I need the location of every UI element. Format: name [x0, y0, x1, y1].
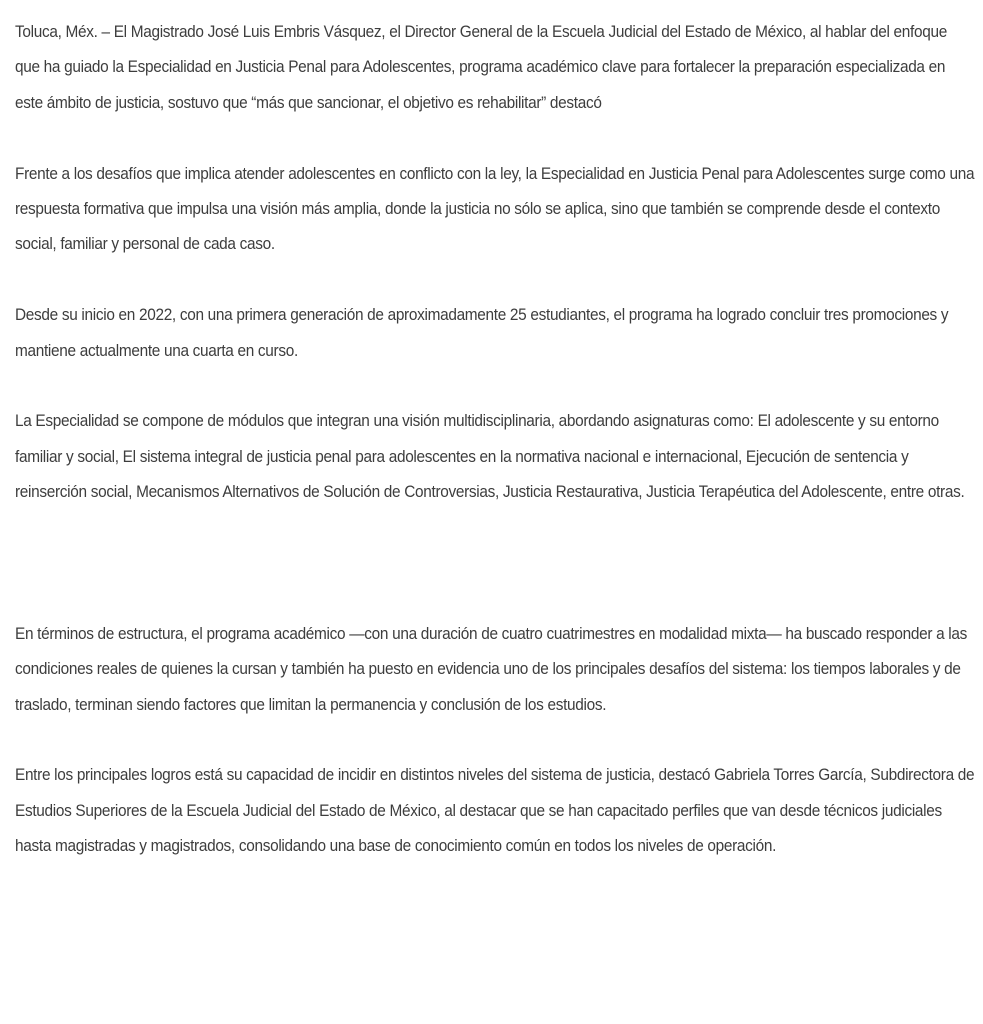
- article-body: [15, 14, 974, 864]
- paragraph-history: Desde su inicio en 2022, con una primera generación de aproximadamente 25 estudiantes, el programa ha logrado concluir tres promociones y mantiene actualmente una cuarta en curso.: [15, 305, 949, 360]
- paragraph-intro: Toluca, Méx. – El Magistrado José Luis Embris Vásquez, el Director General de la Escuela Judicial del Estado de México, al hablar del enfoque que ha guiado la Especialidad en Justicia Penal para Adolescentes, programa académico clave para fortalecer la preparación especializada en este ámbito de justicia, sostuvo que “más que sancionar, el objetivo es rehabilitar” destacó: [15, 22, 947, 112]
- paragraph-challenges: Frente a los desafíos que implica atender adolescentes en conflicto con la ley, la Especialidad en Justicia Penal para Adolescentes surge como una respuesta formativa que impulsa una visión más amplia, donde la justicia no sólo se aplica, sino que también se comprende desde el contexto social, familiar y personal de cada caso.: [15, 163, 975, 254]
- paragraph-modules: La Especialidad se compone de módulos que integran una visión multidisciplinaria, abordando asignaturas como: El adolescente y su entorno familiar y social, El sistema integral de justicia penal para adolescentes en la normativa nacional e internacional, Ejecución de sentencia y reinserción social, Mecanismos Alternativos de Solución de Controversias, Justicia Restaurativa, Justicia Terapéutica del Adolescente, entre otras.: [15, 411, 965, 502]
- paragraph-structure: En términos de estructura, el programa académico —con una duración de cuatro cuatrimestres en modalidad mixta— ha buscado responder a las condiciones reales de quienes la cursan y también ha puesto en evidencia uno de los principales desafíos del sistema: los tiempos laborales y de traslado, terminan siendo factores que limitan la permanencia y conclusión de los estudios.: [15, 623, 968, 714]
- paragraph-achievements: Entre los principales logros está su capacidad de incidir en distintos niveles del sistema de justicia, destacó Gabriela Torres García, Subdirectora de Estudios Superiores de la Escuela Judicial del Estado de México, al destacar que se han capacitado perfiles que van desde técnicos judiciales hasta magistradas y magistrados, consolidando una base de conocimiento común en todos los niveles de operación.: [15, 765, 975, 856]
